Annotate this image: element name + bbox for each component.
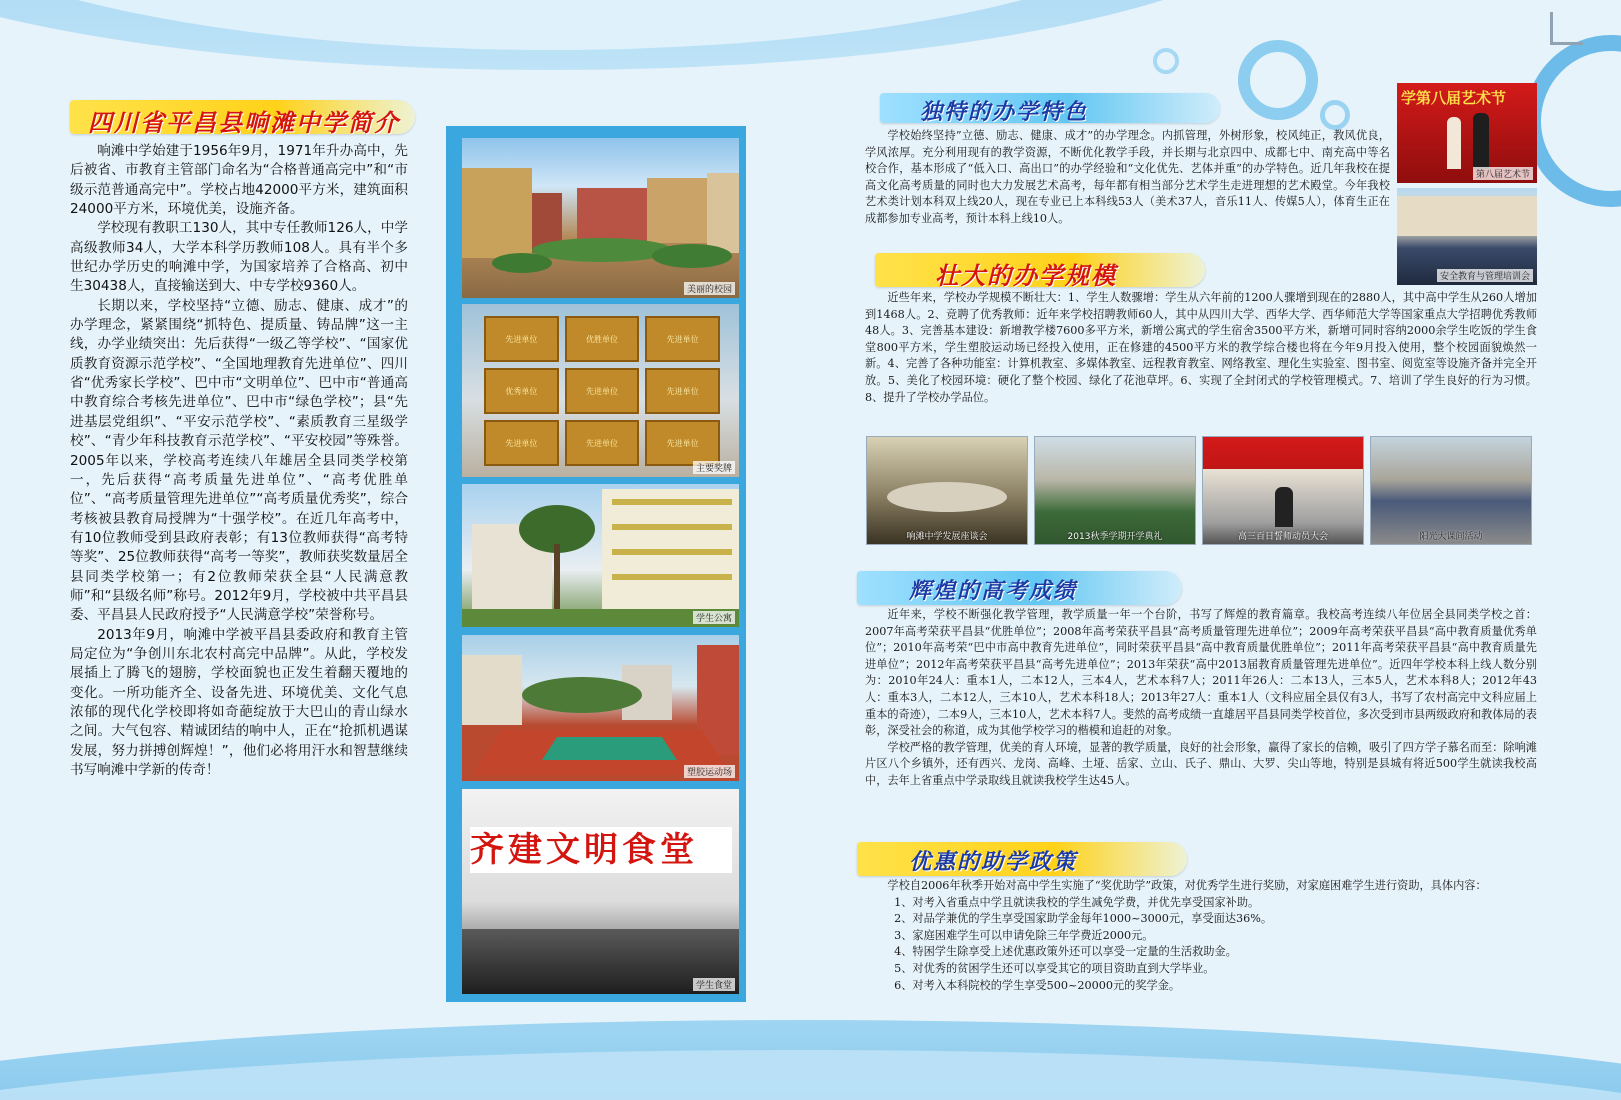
photo-canteen [462,789,739,994]
deco-circle [1320,100,1350,130]
deco-circle [1153,48,1179,74]
plaque: 先进单位 [565,368,640,414]
corner-arrow-icon [1550,12,1583,45]
aid-list [865,895,1537,995]
aid-item: 3、家庭困难学生可以申请免除三年学费近2000元。 [894,928,1154,942]
plaque: 优胜单位 [565,316,640,362]
photo-caption: 塑胶运动场 [684,765,735,778]
photo-caption: 安全教育与管理培训会 [1437,269,1533,282]
features-title-banner [880,93,1220,123]
photo-safety-training [1397,188,1537,285]
aid-title: 优惠的助学政策 [909,850,1078,875]
scale-title: 壮大的办学规模 [935,262,1117,290]
stage-performer [1473,113,1489,169]
plaque: 先进单位 [645,316,720,362]
photo-morning-exercise [1370,436,1532,545]
photo-caption: 美丽的校园 [684,282,735,295]
photo-sports-field [462,635,739,781]
dormitory-illustration [462,484,739,627]
plaque: 优秀单位 [484,368,559,414]
building [1397,196,1537,236]
intro-title-banner [70,100,415,137]
photo-caption: 阳光大课间活动 [1419,532,1483,542]
photo-caption: 学生公寓 [693,611,735,624]
aid-item: 1、对考入省重点中学且就读我校的学生减免学费，并优先享受国家补助。 [894,895,1260,909]
aid-text [865,878,1537,994]
canteen-sign: 齐建文明食堂 [470,827,732,873]
aid-item: 4、特困学生除享受上述优惠政策外还可以享受一定量的生活救助金。 [894,945,1237,959]
photo-caption: 2013秋季学期开学典礼 [1067,532,1163,542]
photo-caption: 高三百日誓师动员大会 [1237,532,1328,542]
gaokao-title: 辉煌的高考成绩 [909,579,1078,604]
deco-circle [1238,40,1318,120]
photo-caption: 响滩中学发展座谈会 [906,532,988,542]
photo-oath-rally [1202,436,1364,545]
features-title: 独特的办学特色 [920,100,1089,125]
photo-dormitory [462,484,739,627]
intro-paragraph: 学校现有教职工130人，其中专任教师126人，中学高级教师34人，大学本科学历教师108人。具有半个多世纪办学历史的响滩中学，为国家培养了合格高、初中生30438人，直接输送到大、中专学校9360人。 [70,220,408,295]
deco-circle [1525,35,1621,207]
plaque-grid [484,316,720,466]
intro-paragraph: 2013年9月，响滩中学被平昌县委政府和教育主管局定位为“争创川东北农村高完中品牌”。从此，学校发展插上了腾飞的翅膀，学校面貌也正发生着翻天覆地的变化。一所功能齐全、设备先进、环境优美、文化气息浓郁的现代化学校即将如奇葩绽放于大巴山的青山绿水之间。大气包容、精诚团结的响中人，正在“抢抓机遇谋发展，努力拼搏创辉煌！”，他们必将用汗水和智慧继续书写响滩中学新的传奇！ [70,626,408,778]
meeting-table [887,482,1007,512]
intro-title: 四川省平昌县响滩中学简介 [88,109,400,137]
speaker [1275,487,1293,527]
aid-intro: 学校自2006年秋季开始对高中学生实施了“奖优助学”政策，对优秀学生进行奖励，对家庭困难学生进行资助，具体内容： [887,879,1487,892]
art-festival-banner: 学第八届艺术节 [1401,89,1507,107]
plaque: 先进单位 [484,420,559,466]
sports-field-illustration [462,635,739,781]
aid-item: 5、对优秀的贫困学生还可以享受其它的项目资助直到大学毕业。 [894,961,1215,975]
features-text [865,128,1390,228]
stage-performer [1447,117,1461,169]
photo-caption: 主要奖牌 [693,461,735,474]
photo-campus [462,138,739,298]
gaokao-title-banner [857,571,1182,605]
photo-caption: 第八届艺术节 [1473,167,1533,180]
campus-illustration [462,138,739,298]
photo-caption: 学生食堂 [693,978,735,991]
scale-text [865,290,1537,406]
photo-art-festival [1397,83,1537,183]
photo-column [446,126,746,1002]
gaokao-paragraph: 近年来，学校不断强化教学管理，教学质量一年一个台阶，书写了辉煌的教育篇章。我校高考连续八年位居全县同类学校之首：2007年高考荣获平昌县“优胜单位”；2008年高考荣获平昌县“高考质量管理先进单位”；2009年高考荣获平昌县“高中教育质量优秀单位”；2010年高考荣“巴中市高中教育先进单位”，同时荣获平昌县“高中教育质量优胜单位”；2011年高考荣获平昌县“高中教育质量先进单位”；2012年高考荣获平昌县“高考先进单位”；2013年荣获“高中2013届教育质量管理先进单位”。近四年学校本科上线人数分别为：2010年24人：重本1人，二本12人，三本4人，艺术本科7人；2011年26人：二本13人，三本5人，艺术本科8人；2012年43人：重本3人，二本12人，三本10人，艺术本科18人；2013年27人：重本1人（文科应届全县仅有3人，书写了农村高完中文科应届上重本的奇迹），二本9人，三本10人，艺术本科7人。斐然的高考成绩一直雄居平昌县同类学校首位，多次受到市县两级政府和教体局的表彰，深受社会的称道，成为其他学校学习的楷模和追赶的对象。 [865,608,1537,738]
intro-paragraph: 响滩中学始建于1956年9月，1971年升办高中，先后被省、市教育主管部门命名为“合格普通高完中”和“市级示范普通高完中”。学校占地42000平方米，建筑面积24000平方米，环境优美，设施齐备。 [70,143,408,218]
gaokao-text [865,607,1537,790]
plaque: 先进单位 [565,420,640,466]
features-paragraph: 学校始终坚持”立德、励志、健康、成才”的办学理念。内抓管理，外树形象，校风纯正，教风优良，学风浓厚。充分利用现有的教学资源，不断优化教学手段，并长期与北京四中、成都七中、南充高中等名校合作，基本形成了“低入口、高出口”的办学经验和“文化优先、艺体并重”的办学特色。近几年我校在提高文化高考质量的同时也大力发展艺术高考，每年都有相当部分艺术学生走进理想的艺术殿堂。今年我校艺术类计划本科双上线20人，现在专业已上本科线53人（美术37人，音乐11人、传媒5人），体育生正在成都参加专业高考，预计本科上线10人。 [865,129,1390,225]
aid-item: 2、对品学兼优的学生享受国家助学金每年1000~3000元，享受面达36%。 [894,912,1273,926]
photo-seminar [866,436,1028,545]
intro-paragraph: 长期以来，学校坚持“立德、励志、健康、成才”的办学理念，紧紧围绕“抓特色、提质量、铸品牌”这一主线，办学业绩突出：先后获得“一级乙等学校”、“国家优质教育资源示范学校”、“全国地理教育先进单位”、四川省“优秀家长学校”、巴中市“文明单位”、巴中市“普通高中教育综合考核先进单位”、巴中市“绿色学校”；县“先进基层党组织”、“平安示范学校”、“素质教育三星级学校”、“青少年科技教育示范学校”、“平安校园”等殊誉。2005年以来，学校高考连续八年雄居全县同类学校第一，先后获得“高考质量先进单位”、“高考优胜单位”、“高考质量管理先进单位”“高考质量优秀奖”，综合考核被县教育局授牌为“十强学校”。在近几年高考中，有10位教师受到县政府表彰；有13位教师获得“高考特等奖”、25位教师获得“高考一等奖”，教师获奖数量居全县同类学校第一；有2位教师荣获全县“人民满意教师”和“县级名师”称号。2012年9月，学校被中共平昌县委、平昌县人民政府授予“人民满意学校”荣誉称号。 [70,297,408,624]
aid-item: 6、对考入本科院校的学生享受500~20000元的奖学金。 [894,978,1181,992]
plaque: 先进单位 [484,316,559,362]
gaokao-paragraph: 学校严格的教学管理，优美的育人环境，显著的教学质量，良好的社会形象，赢得了家长的信赖，吸引了四方学子慕名而至：除响滩片区八个乡镇外，还有西兴、龙岗、高峰、土垭、岳家、立山、氏子、鼎山、大罗、尖山等地，特别是县城有将近500学生就读我校高中，去年上省重点中学录取线且就读我校学生达45人。 [865,740,1537,787]
scale-title-banner [875,253,1205,290]
photo-opening-ceremony [1034,436,1196,545]
plaque: 先进单位 [645,368,720,414]
plaque: 先进单位 [645,420,720,466]
aid-title-banner [857,842,1187,876]
intro-text [70,142,408,780]
scale-paragraph: 近些年来，学校办学规模不断壮大：1、学生人数骤增：学生从六年前的1200人骤增到现在的2880人，其中高中学生从260人增加到1468人。2、竞聘了优秀教师：近年来学校招聘教师60人，其中从四川大学、西华大学、西华师范大学等国家重点大学招聘优秀教师48人。3、完善基本建设：新增教学楼7600多平方米，新增公寓式的学生宿舍3500平方米，新增可同时容纳2000余学生吃饭的学生食堂800平方米，学生塑胶运动场已经投入使用，正在修建的4500平方米的教学综合楼也将在今年9月投入使用，整个校园面貌焕然一新。4、完善了各种功能室：计算机教室、多媒体教室、远程教育教室、网络教室、理化生实验室、图书室、阅览室等设施齐备并完全开放。5、美化了校园环境：硬化了整个校园、绿化了花池草坪。6、实现了全封闭式的学校管理模式。7、培训了学生良好的行为习惯。8、提升了学校办学品位。 [865,291,1537,404]
photo-plaques [462,304,739,477]
